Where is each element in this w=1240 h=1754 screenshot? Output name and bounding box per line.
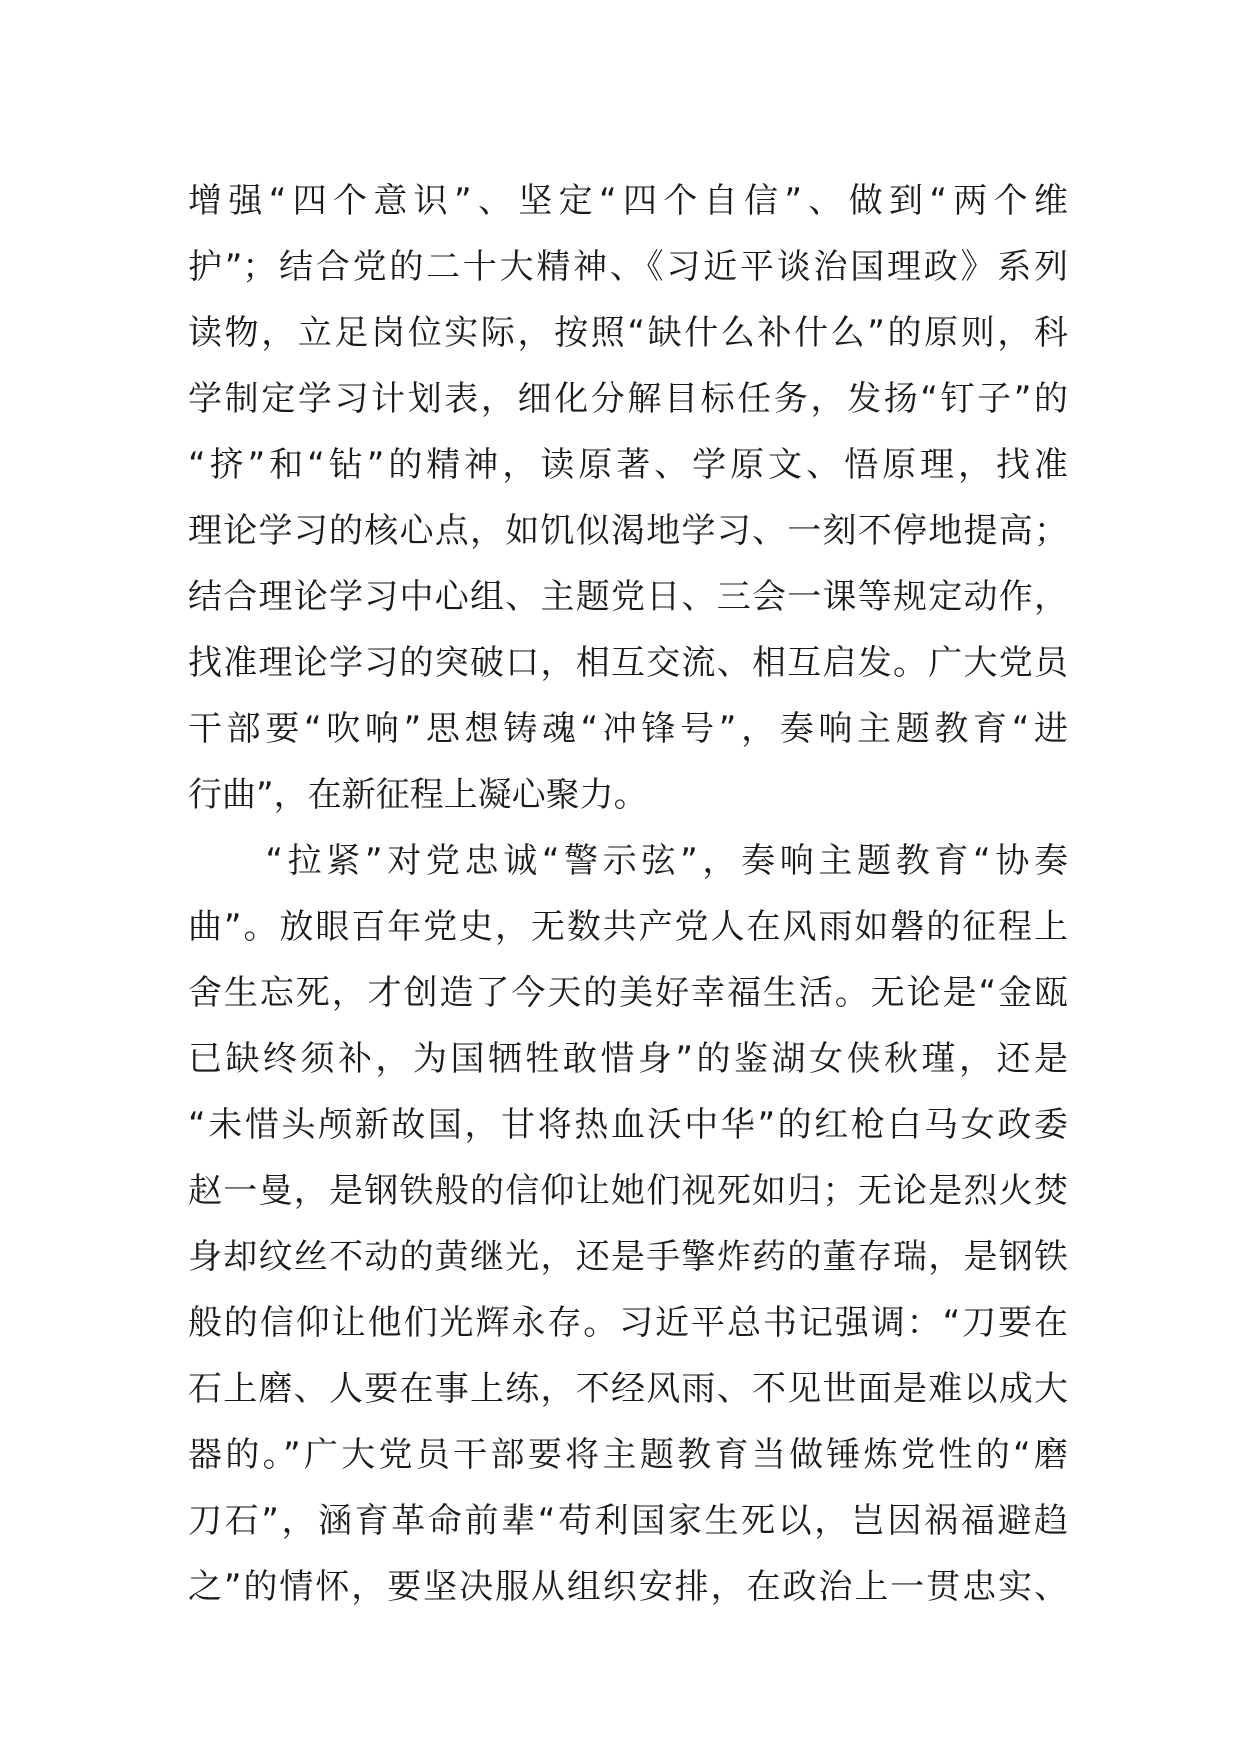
text-line: 般的信仰让他们光辉永存。习近平总书记强调：“刀要在	[188, 1303, 1068, 1343]
text-line: 学制定学习计划表，细化分解目标任务，发扬“钉子”的	[188, 379, 1068, 419]
text-line: 结合理论学习中心组、主题党日、三会一课等规定动作，	[188, 577, 1068, 617]
text-line: 干部要“吹响”思想铸魂“冲锋号”，奏响主题教育“进	[188, 709, 1068, 749]
text-line: 行曲”，在新征程上凝心聚力。	[188, 775, 648, 815]
text-line: “拉紧”对党忠诚“警示弦”，奏响主题教育“协奏	[188, 841, 1068, 881]
text-line: 器的。”广大党员干部要将主题教育当做锤炼党性的“磨	[188, 1435, 1068, 1475]
text-line: 读物，立足岗位实际，按照“缺什么补什么”的原则，科	[188, 313, 1068, 353]
text-line: 舍生忘死，才创造了今天的美好幸福生活。无论是“金瓯	[188, 973, 1068, 1013]
text-line: 刀石”，涵育革命前辈“苟利国家生死以，岂因祸福避趋	[188, 1501, 1068, 1541]
text-line: “未惜头颅新故国，甘将热血沃中华”的红枪白马女政委	[188, 1105, 1068, 1145]
text-line: 身却纹丝不动的黄继光，还是手擎炸药的董存瑞，是钢铁	[188, 1237, 1068, 1277]
text-line: 已缺终须补，为国牺牲敢惜身”的鉴湖女侠秋瑾，还是	[188, 1039, 1068, 1079]
text-line: 增强“四个意识”、坚定“四个自信”、做到“两个维	[188, 181, 1068, 221]
text-line: 石上磨、人要在事上练，不经风雨、不见世面是难以成大	[188, 1369, 1068, 1409]
text-line: 之”的情怀，要坚决服从组织安排，在政治上一贯忠实、	[188, 1567, 1068, 1607]
text-line: 曲”。放眼百年党史，无数共产党人在风雨如磐的征程上	[188, 907, 1068, 947]
paragraph-2	[188, 828, 1068, 1620]
text-line: 理论学习的核心点，如饥似渴地学习、一刻不停地提高；	[188, 511, 1068, 551]
text-line: “挤”和“钻”的精神，读原著、学原文、悟原理，找准	[188, 445, 1068, 485]
text-line: 赵一曼，是钢铁般的信仰让她们视死如归；无论是烈火焚	[188, 1171, 1068, 1211]
text-line: 护”；结合党的二十大精神、《习近平谈治国理政》系列	[188, 247, 1068, 287]
paragraph-1	[188, 168, 1068, 828]
text-line: 找准理论学习的突破口，相互交流、相互启发。广大党员	[188, 643, 1068, 683]
